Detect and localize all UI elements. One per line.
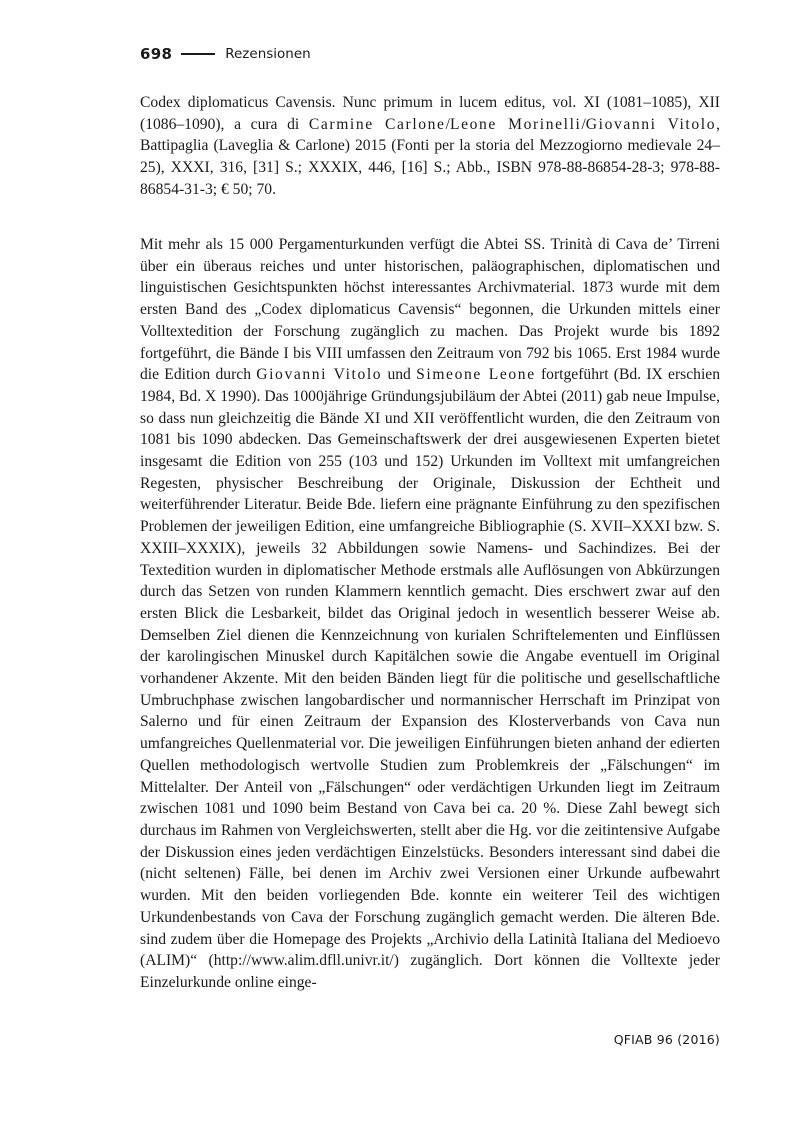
editor-vitolo: Giovanni Vitolo (585, 115, 717, 133)
review-text-start: Mit mehr als 15 000 Pergamenturkunden verfügt die Abtei SS. Trinità di Cava de’ Tirreni über ein überaus reiches und unter historischen, paläographischen, diplomatischen und linguistischen Gesichtspunkten höchst interessantes Archivmaterial. 1873 wurde mit dem ersten Band des „Codex diplomaticus Cavensis“ begonnen, die Urkunden mittels einer Volltextedition der Forschung zugänglich zu machen. Das Projekt wurde bis 1892 fortgeführt, die Bände I bis VIII umfassen den Zeitraum von 792 bis 1065. Erst 1984 wurde die Edition durch (140, 236, 720, 384)
editor-morinelli: Leone Morinelli (449, 115, 582, 133)
review-conjunction: und (382, 366, 417, 384)
header-rule (181, 53, 215, 55)
person-name-vitolo: Giovanni Vitolo (256, 366, 383, 384)
citation-text-end: , Battipaglia (Laveglia & Carlone) 2015 (Fonti per la storia del Mezzogiorno medievale 24–25), XXXI, 316, [31] S.; XXXIX, 446, [16] S.; Abb., ISBN 978-88-86854-28-3; 978-88-86854-31-3; € 50; 70. (140, 115, 720, 198)
review-body (140, 234, 720, 994)
editor-separator: / (581, 115, 586, 133)
running-head (140, 44, 311, 64)
person-name-leone: Simeone Leone (416, 366, 536, 384)
editor-carlone: Carmine Carlone (308, 115, 446, 133)
bibliographic-citation (140, 92, 720, 201)
journal-footer: QFIAB 96 (2016) (613, 1032, 720, 1047)
editor-separator: / (445, 115, 450, 133)
review-text-rest: fortgeführt (Bd. IX erschien 1984, Bd. X 1990). Das 1000jährige Gründungsjubiläum der Abtei (2011) gab neue Impulse, so dass nun gleichzeitig die Bände XI und XII veröffentlicht wurden, die den Zeitraum von 1081 bis 1090 abdecken. Das Gemeinschaftswerk der drei ausgewiesenen Experten bietet insgesamt die Edition von 255 (103 und 152) Urkunden im Volltext mit umfangreichen Regesten, physischer Beschreibung der Originale, Diskussion der Echtheit und weiterführender Literatur. Beide Bde. liefern eine prägnante Einführung zu den spezifischen Problemen der jeweiligen Edition, eine umfangreiche Bibliographie (S. XVII–XXXI bzw. S. XXIII–XXXIX), jeweils 32 Abbildungen sowie Namens- und Sachindizes. Bei der Textedition wurden in diplomatischer Methode erstmals alle Auflösungen von Abkürzungen durch das Setzen von runden Klammern kenntlich gemacht. Dies erschwert zwar auf den ersten Blick die Lesbarkeit, bildet das Original jedoch in wesentlich besserer Weise ab. Demselben Ziel dienen die Kennzeichnung von kurialen Schriftelementen und Einflüssen der karolingischen Minuskel durch Kapitälchen sowie die Angabe eventuell im Original vorhandener Akzente. Mit den beiden Bänden liegt für die politische und gesellschaftliche Umbruchphase zwischen langobardischer und normannischer Herrschaft im Prinzipat von Salerno und für einen Zeitraum der Expansion des Klosterverbands von Cava nun umfangreiches Quellenmaterial vor. Die jeweiligen Einführungen bieten anhand der edierten Quellen methodologisch wertvolle Studien zum Problemkreis der „Fälschungen“ im Mittelalter. Der Anteil von „Fälschungen“ oder verdächtigen Urkunden liegt im Zeitraum zwischen 1081 und 1090 beim Bestand von Cava bei ca. 20 %. Diese Zahl bewegt sich durchaus im Rahmen von Vergleichswerten, stellt aber die Hg. vor die zeitintensive Aufgabe der Diskussion eines jeden verdächtigen Einzelstücks. Besonders interessant sind dabei die (nicht seltenen) Fälle, bei denen im Archiv zwei Versionen einer Urkunde aufbewahrt wurden. Mit den beiden vorliegenden Bde. konnte ein weiterer Teil des wichtigen Urkundenbestands von Cava der Forschung zugänglich gemacht werden. Die älteren Bde. sind zudem über die Homepage des Projekts „Archivio della Latinità Italiana del Medioevo (ALIM)“ (http://www.alim.dfll.​univr.it/) zugänglich. Dort können die Volltexte jeder Einzelurkunde online einge- (140, 366, 721, 991)
citation-text-start: Codex diplomaticus Cavensis. Nunc primum in lucem editus, vol. XI (1081–1085), XII (1086–1090), a cura di (140, 94, 720, 133)
section-title: Rezensionen (225, 46, 311, 62)
page-number: 698 (140, 45, 173, 63)
